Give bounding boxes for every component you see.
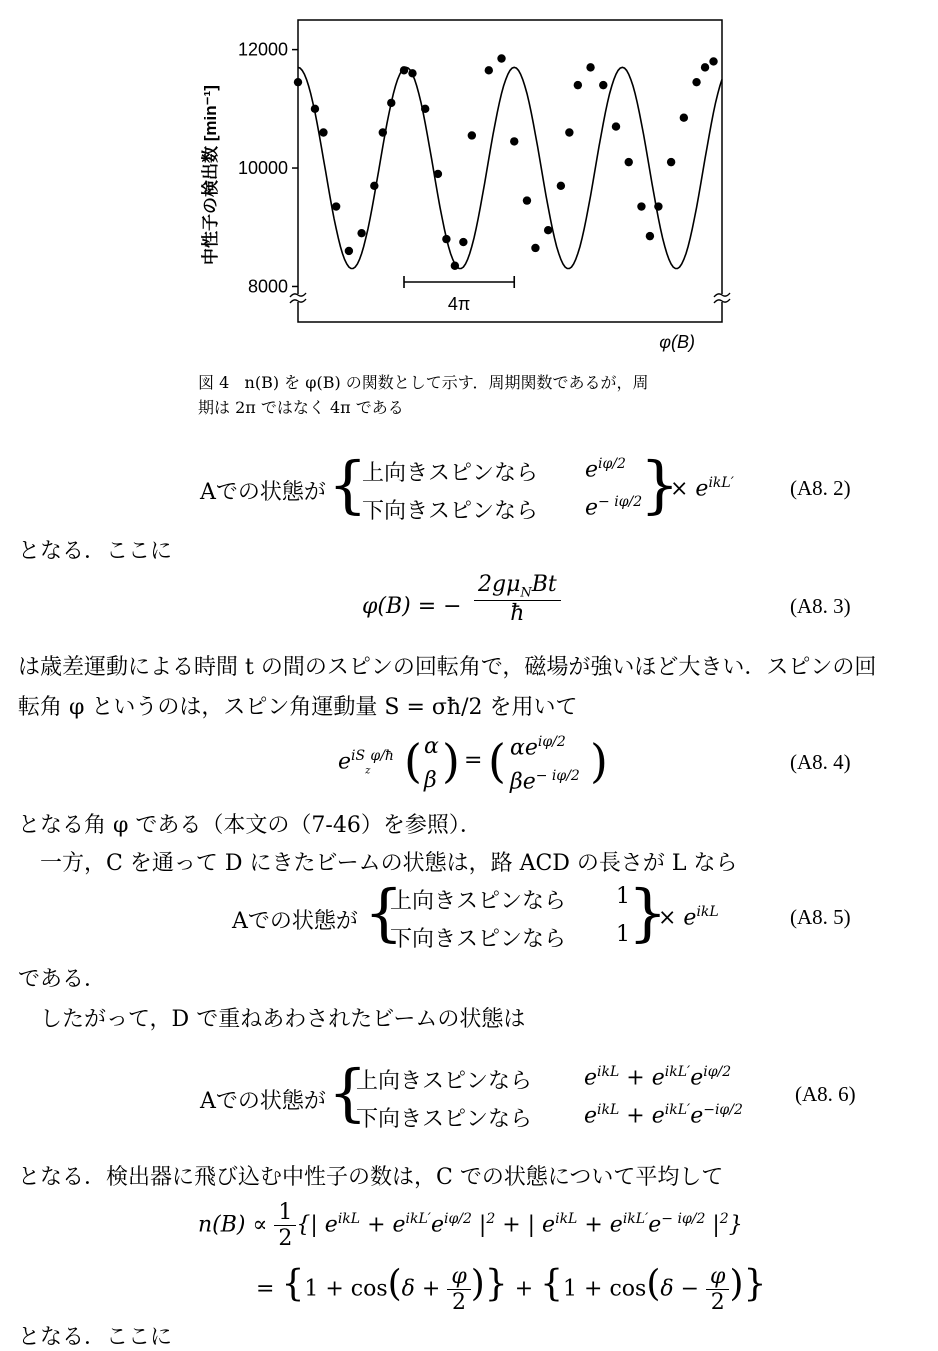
y-axis-label: 中性子の検出数 [min⁻¹]: [201, 85, 220, 265]
data-point: [680, 114, 688, 122]
equals: =: [464, 748, 483, 773]
data-point: [311, 105, 319, 113]
figure-number: 図 4: [198, 373, 230, 392]
data-point: [370, 182, 378, 190]
plot-border: [298, 20, 722, 322]
denominator: ħ: [510, 601, 525, 627]
data-point: [667, 158, 675, 166]
data-point: [701, 63, 709, 71]
data-point: [637, 202, 645, 210]
vec2-bottom: $\beta e^{- i\varphi/2}$: [510, 768, 580, 795]
data-point: [692, 78, 700, 86]
data-point: [332, 202, 340, 210]
data-point: [459, 238, 467, 246]
data-point: [421, 105, 429, 113]
row2-value: 1: [616, 922, 630, 947]
data-point: [510, 137, 518, 145]
equation-number-a8-5: (A8. 5): [790, 905, 851, 929]
row2-value: $e^{ikL} + e^{ikL'}e^{-i\varphi/2}$: [584, 1102, 743, 1129]
vec1-bottom: β: [424, 768, 437, 793]
fraction: [474, 572, 561, 626]
left-brace: {: [328, 448, 368, 521]
data-point: [408, 69, 416, 77]
row2-value: $e^{- i\varphi/2}$: [585, 494, 643, 521]
row1-value: $e^{ikL} + e^{ikL'}e^{i\varphi/2}$: [584, 1064, 732, 1091]
data-point: [294, 78, 302, 86]
data-point: [345, 247, 353, 255]
eq-lhs: Aでの状態が: [200, 1089, 326, 1114]
figure-caption: [198, 370, 649, 393]
x-axis-label: φ(B): [659, 332, 695, 352]
data-point: [379, 128, 387, 136]
data-points: [294, 54, 718, 270]
paragraph-5: である．: [18, 967, 107, 992]
rotation-operator: $e^{iS}_z^{\varphi/ħ}$: [338, 748, 394, 777]
data-point: [557, 182, 565, 190]
equation-nB-line-1: n(B) ∝ $\frac{1}{2}$ {| $e^{ikL} + e^{ikL'}e^{i\varphi/2}$ $|^2$ + | $e^{ikL} + e^{ikL'}e^{- i\varphi/2}$ $|^2$}: [198, 1200, 743, 1251]
left-paren-2: (: [488, 734, 506, 788]
paragraph-2-line-1: は歳差運動による時間 t の間のスピンの回転角で，磁場が強いほど大きい．スピンの回: [18, 655, 877, 680]
vec1-top: α: [424, 734, 439, 759]
row2-label: 下向きスピンなら: [356, 1107, 533, 1132]
paragraph-6: したがって，D で重ねあわされたビームの状態は: [40, 1007, 526, 1032]
row1-value: $e^{i\varphi/2}$: [585, 456, 626, 483]
paragraph-7: となる．検出器に飛び込む中性子の数は，C での状態について平均して: [18, 1165, 724, 1190]
right-paren-2: ): [590, 734, 608, 788]
data-point: [599, 81, 607, 89]
data-point: [523, 196, 531, 204]
right-brace: }: [640, 448, 680, 521]
row2-label: 下向きスピンなら: [390, 927, 567, 952]
times-phase: × $e^{ikL'}$: [670, 475, 734, 502]
equation-number-a8-4: (A8. 4): [790, 750, 851, 774]
equation-number-a8-3: (A8. 3): [790, 594, 851, 618]
eq-lhs: Aでの状態が: [232, 909, 358, 934]
eq-lhs: φ(B) = −: [362, 594, 462, 619]
data-point: [497, 54, 505, 62]
paragraph-1: となる．ここに: [18, 539, 173, 564]
plot-frame: [290, 20, 730, 322]
paragraph-4: 一方，C を通って D にきたビームの状態は，路 ACD の長さが L なら: [40, 851, 738, 876]
data-point: [565, 128, 573, 136]
left-brace: {: [328, 1056, 368, 1129]
y-tick-label: 12000: [237, 39, 288, 60]
numerator: $2g\mu_NBt$: [474, 572, 561, 601]
left-paren: (: [404, 734, 422, 788]
row1-label: 上向きスピンなら: [390, 889, 567, 914]
eq-lhs: Aでの状態が: [200, 480, 326, 505]
y-tick-label: 10000: [237, 158, 288, 179]
data-point: [544, 226, 552, 234]
row1-label: 上向きスピンなら: [362, 461, 539, 486]
data-point: [387, 99, 395, 107]
equation-number-a8-6: (A8. 6): [795, 1082, 856, 1106]
data-point: [468, 131, 476, 139]
row2-label: 下向きスピンなら: [362, 499, 539, 524]
neutron-count-chart: [190, 10, 750, 360]
fit-curve: [298, 67, 722, 268]
vec2-top: $\alpha e^{i\varphi/2}$: [510, 734, 566, 761]
data-point: [485, 66, 493, 74]
data-point: [625, 158, 633, 166]
right-brace: }: [628, 876, 668, 949]
data-point: [531, 244, 539, 252]
equation-number-a8-2: (A8. 2): [790, 476, 851, 500]
marker-label: 4π: [447, 294, 471, 314]
data-point: [442, 235, 450, 243]
data-point: [319, 128, 327, 136]
row1-label: 上向きスピンなら: [356, 1069, 533, 1094]
row1-value: 1: [616, 884, 630, 909]
left-brace: {: [364, 876, 404, 949]
data-point: [646, 232, 654, 240]
paragraph-3: となる角 φ である（本文の（7-46）を参照）．: [18, 813, 482, 838]
data-point: [357, 229, 365, 237]
right-paren: ): [442, 734, 460, 788]
caption-line-2: 期は 2π ではなく 4π である: [198, 398, 404, 417]
period-marker: [404, 276, 514, 314]
y-tick-label: 8000: [247, 276, 288, 297]
paragraph-2-line-2: 転角 φ というのは，スピン角運動量 S = σħ/2 を用いて: [18, 695, 578, 720]
y-axis: [238, 40, 298, 297]
paragraph-8: となる．ここに: [18, 1325, 173, 1350]
data-point: [451, 262, 459, 270]
data-point: [654, 202, 662, 210]
times-phase: × $e^{ikL}$: [658, 904, 719, 931]
equation-nB-line-2: = {1 + cos(δ + $\frac{\varphi}{2}$ )} + {1 + cos(δ − $\frac{\varphi}{2}$ )}: [256, 1263, 767, 1315]
data-point: [574, 81, 582, 89]
data-point: [400, 66, 408, 74]
data-point: [586, 63, 594, 71]
data-point: [709, 57, 717, 65]
data-point: [612, 122, 620, 130]
caption-line-1: n(B) を φ(B) の関数として示す．周期関数であるが，周: [244, 373, 649, 392]
data-point: [434, 170, 442, 178]
